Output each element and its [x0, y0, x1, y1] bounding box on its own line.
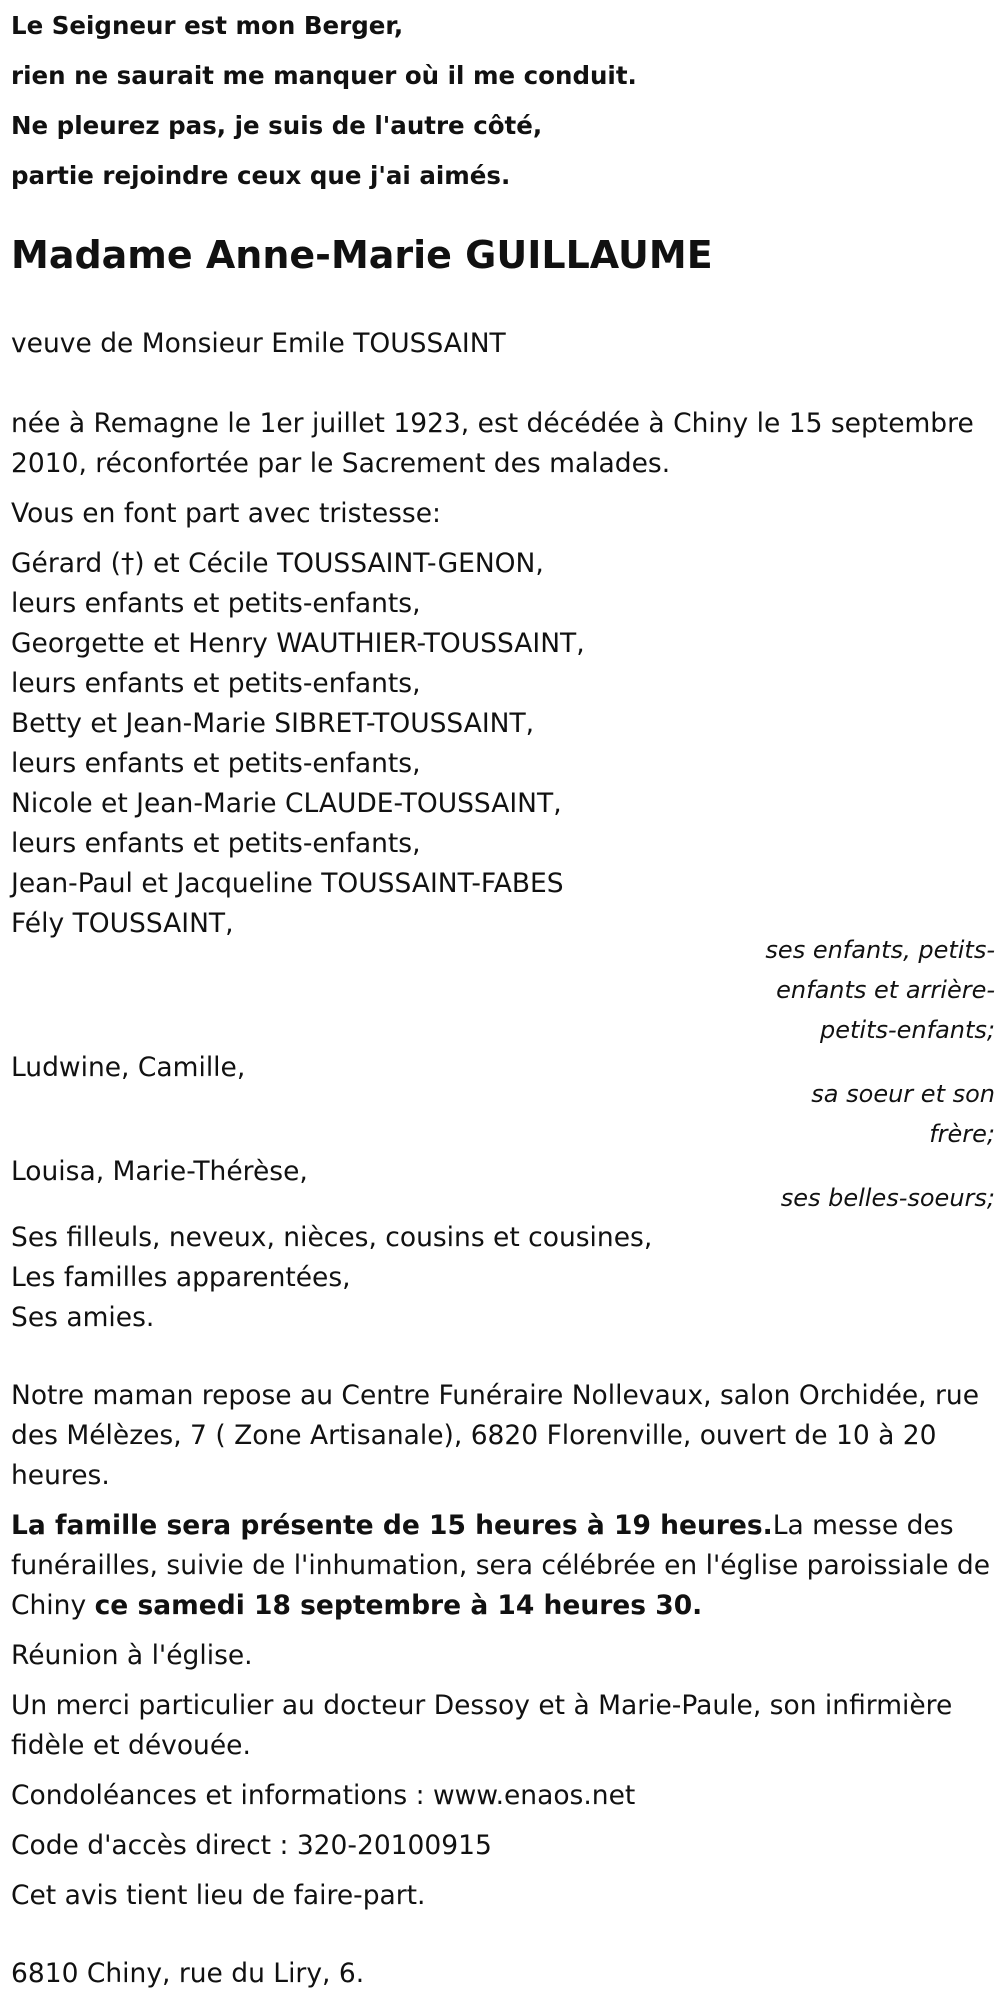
role-sisters-in-law: ses belles-soeurs;: [780, 1184, 995, 1212]
access-code-line: Code d'accès direct : 320-20100915: [11, 1830, 492, 1861]
ceremony-line: funérailles, suivie de l'inhumation, sera célébrée en l'église paroissiale de: [11, 1550, 991, 1581]
notice-line: Cet avis tient lieu de faire-part.: [11, 1880, 426, 1911]
widow-of: veuve de Monsieur Emile TOUSSAINT: [11, 328, 506, 359]
siblings-names: Ludwine, Camille,: [11, 1052, 246, 1083]
family-line: leurs enfants et petits-enfants,: [11, 828, 421, 859]
family-line: Jean-Paul et Jacqueline TOUSSAINT-FABES: [11, 868, 564, 899]
funeral-home-line: des Mélèzes, 7 ( Zone Artisanale), 6820 Florenville, ouvert de 10 à 20: [11, 1420, 937, 1451]
birth-death-line: 2010, réconfortée par le Sacrement des malades.: [11, 448, 671, 479]
verse-line: Le Seigneur est mon Berger,: [11, 11, 404, 40]
family-line: Georgette et Henry WAUTHIER-TOUSSAINT,: [11, 628, 585, 659]
role-siblings: sa soeur et son: [811, 1080, 995, 1108]
verse-line: rien ne saurait me manquer où il me conduit.: [11, 61, 637, 90]
sisters-in-law-names: Louisa, Marie-Thérèse,: [11, 1156, 308, 1187]
deceased-name: Madame Anne-Marie GUILLAUME: [11, 233, 713, 277]
others-line: Les familles apparentées,: [11, 1262, 351, 1293]
others-line: Ses amies.: [11, 1302, 155, 1333]
address-line: 6810 Chiny, rue du Liry, 6.: [11, 1958, 365, 1989]
family-line: leurs enfants et petits-enfants,: [11, 748, 421, 779]
ceremony-place: Chiny: [11, 1590, 95, 1621]
role-children: ses enfants, petits-: [765, 936, 995, 964]
family-present-time: La famille sera présente de 15 heures à 19 heures.: [11, 1510, 773, 1541]
family-line: leurs enfants et petits-enfants,: [11, 668, 421, 699]
thanks-line: fidèle et dévouée.: [11, 1730, 251, 1761]
birth-death-line: née à Remagne le 1er juillet 1923, est décédée à Chiny le 15 septembre: [11, 408, 974, 439]
ceremony-date-time: ce samedi 18 septembre à 14 heures 30.: [94, 1590, 703, 1621]
ceremony-line: [11, 1586, 702, 1626]
condolences-line: Condoléances et informations : www.enaos.net: [11, 1780, 636, 1811]
thanks-line: Un merci particulier au docteur Dessoy et à Marie-Paule, son infirmière: [11, 1690, 953, 1721]
family-line: Fély TOUSSAINT,: [11, 908, 234, 939]
ceremony-line: [11, 1506, 954, 1546]
role-siblings: frère;: [929, 1120, 995, 1148]
family-line: Nicole et Jean-Marie CLAUDE-TOUSSAINT,: [11, 788, 562, 819]
announce-intro: Vous en font part avec tristesse:: [11, 498, 441, 529]
family-line: leurs enfants et petits-enfants,: [11, 588, 421, 619]
verse-line: partie rejoindre ceux que j'ai aimés.: [11, 161, 511, 190]
family-line: Gérard (†) et Cécile TOUSSAINT-GENON,: [11, 548, 544, 579]
funeral-home-line: heures.: [11, 1460, 110, 1491]
role-children: petits-enfants;: [820, 1016, 995, 1044]
mass-text: La messe des: [772, 1510, 954, 1541]
role-children: enfants et arrière-: [776, 976, 995, 1004]
others-line: Ses filleuls, neveux, nièces, cousins et cousines,: [11, 1222, 653, 1253]
meeting-line: Réunion à l'église.: [11, 1640, 253, 1671]
funeral-home-line: Notre maman repose au Centre Funéraire Nollevaux, salon Orchidée, rue: [11, 1380, 980, 1411]
verse-line: Ne pleurez pas, je suis de l'autre côté,: [11, 111, 543, 140]
family-line: Betty et Jean-Marie SIBRET-TOUSSAINT,: [11, 708, 535, 739]
